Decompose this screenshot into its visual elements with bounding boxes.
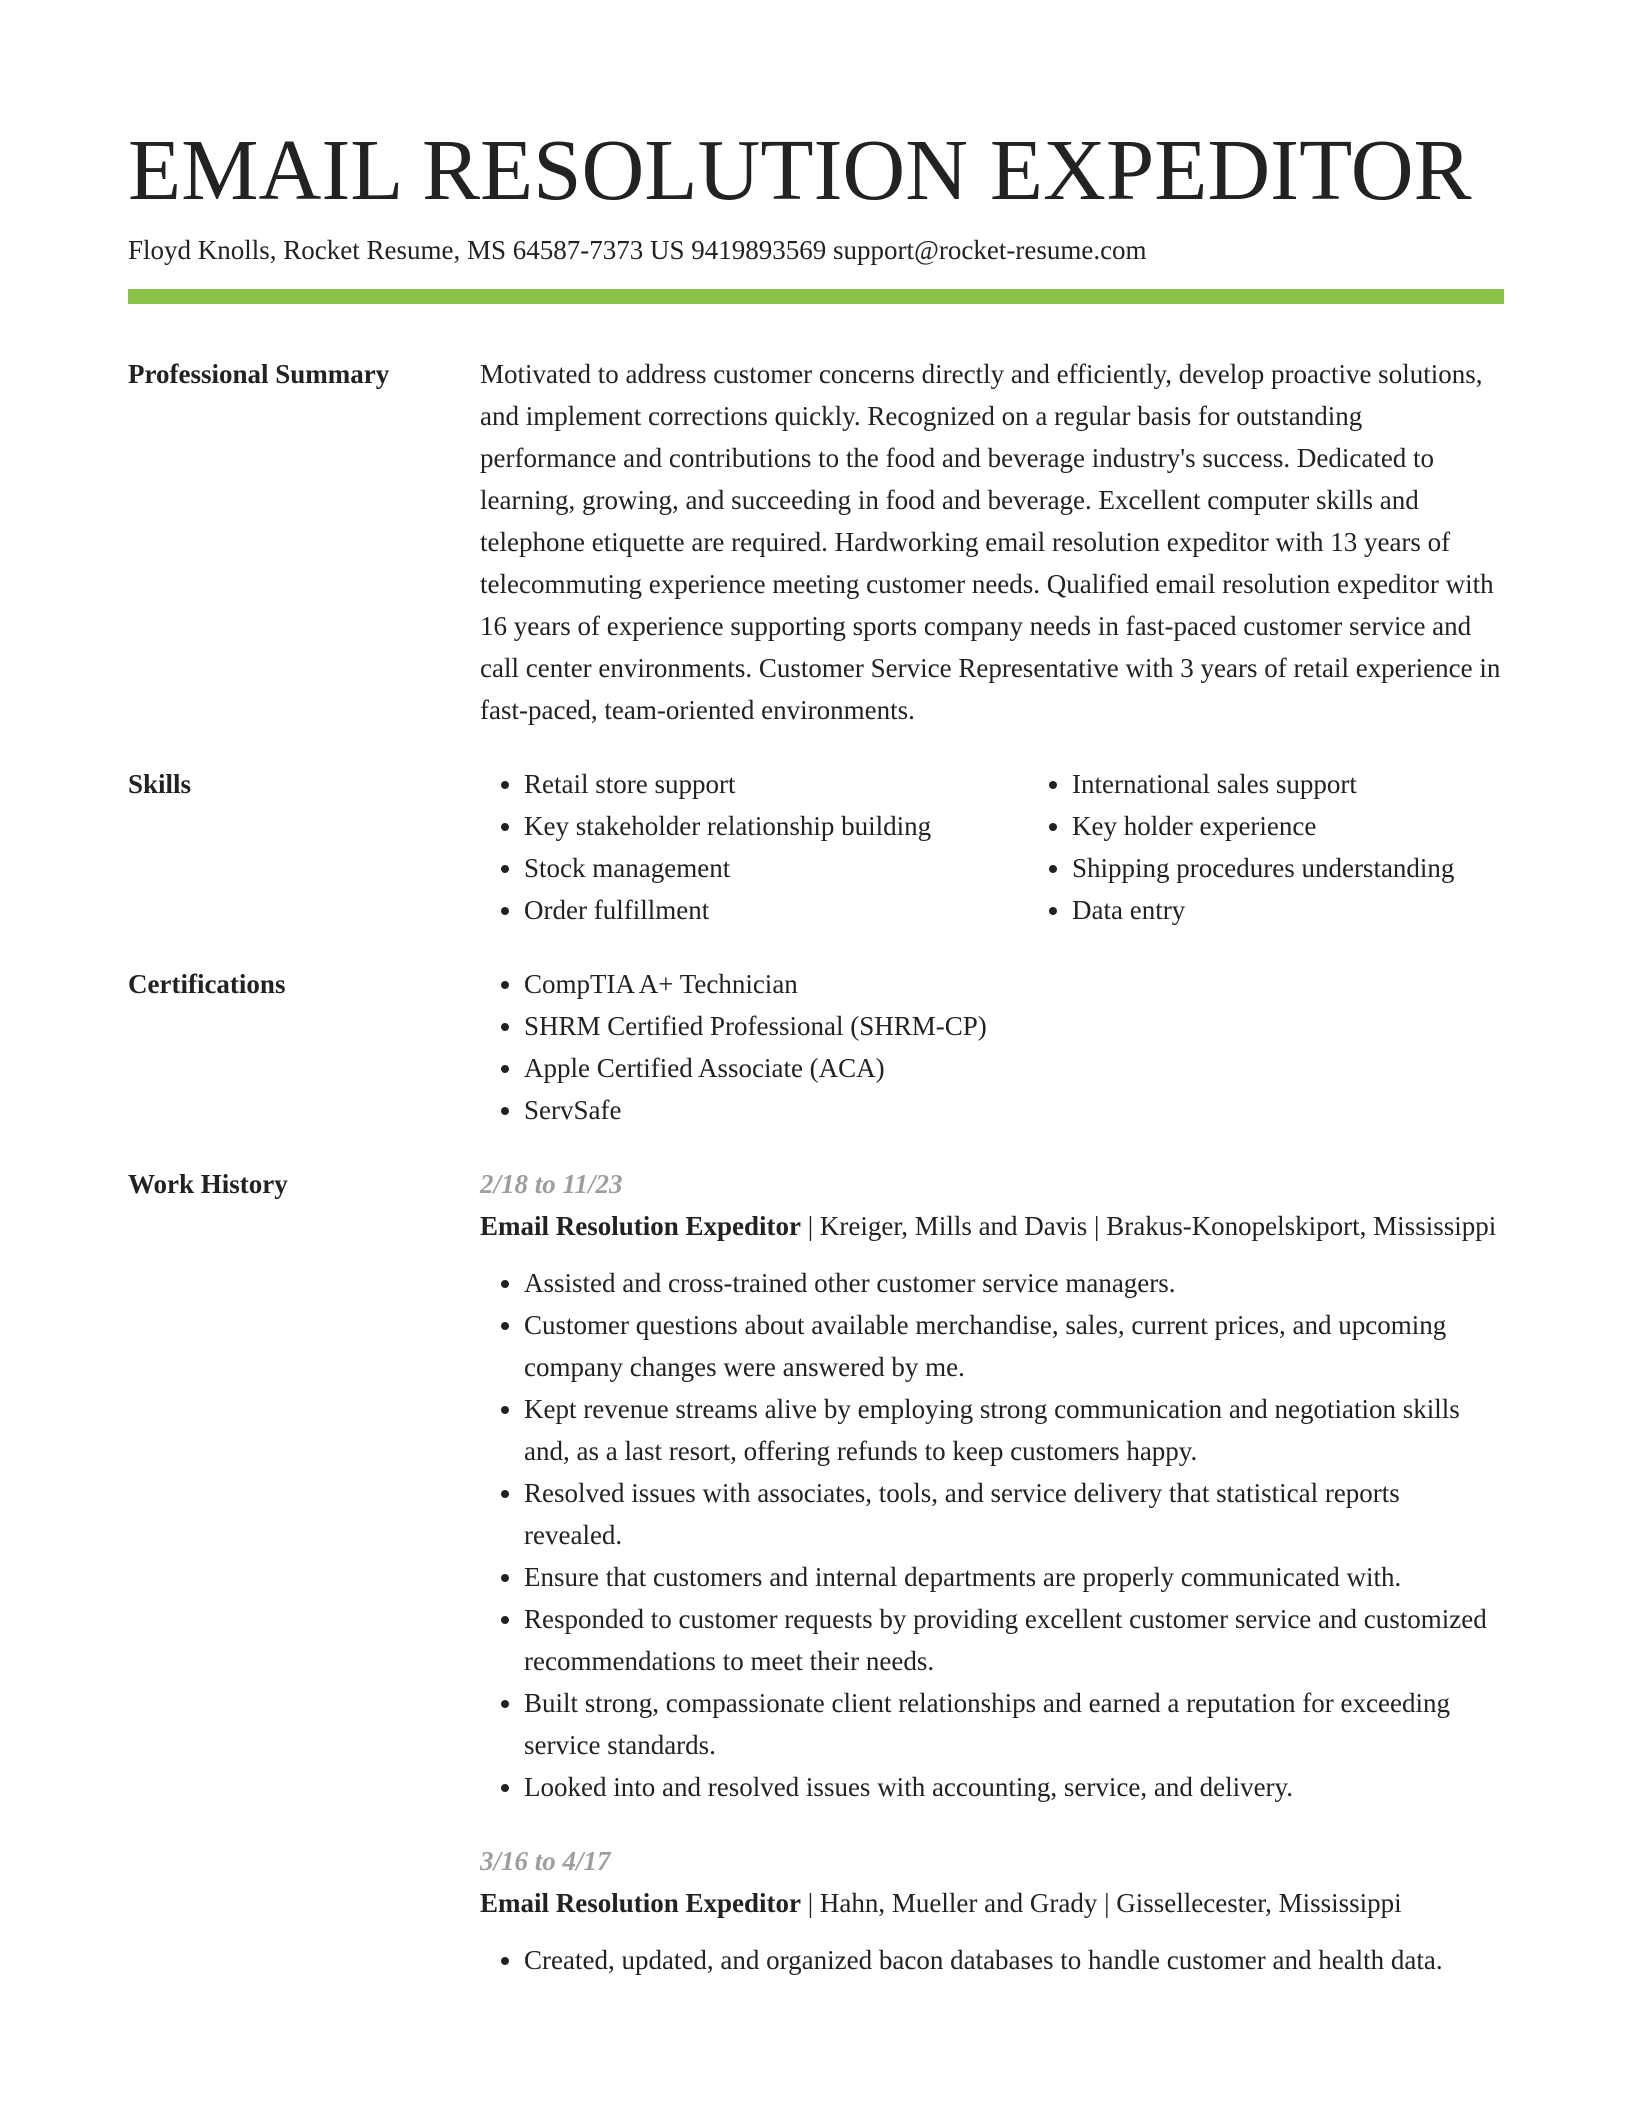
contact-address: Floyd Knolls, Rocket Resume, MS 64587-7373 US — [128, 235, 692, 265]
job-entry — [480, 1840, 1504, 1981]
skills-grid — [480, 763, 1504, 931]
job-duty: • Looked into and resolved issues with accounting, service, and delivery. — [524, 1766, 1504, 1808]
skill-item: • Key holder experience — [1072, 805, 1592, 847]
certifications-list — [480, 963, 1504, 1131]
job-title: Email Resolution Expeditor — [480, 1888, 802, 1918]
resume-title: EMAIL RESOLUTION EXPEDITOR — [128, 121, 1472, 218]
job-employer-location: | Hahn, Mueller and Grady | Gissellecester, Mississippi — [801, 1888, 1402, 1918]
resume-page — [128, 0, 1504, 1981]
skill-item: • Stock management — [524, 847, 1028, 889]
summary-body — [480, 353, 1504, 731]
certifications-section — [128, 963, 1504, 1131]
skills-section — [128, 763, 1504, 931]
certifications-body — [480, 963, 1504, 1131]
section-label-summary: Professional Summary — [128, 359, 390, 389]
skill-item: • International sales support — [1072, 763, 1592, 805]
certification-item: • CompTIA A+ Technician — [524, 963, 1504, 1005]
contact-phone: 9419893569 — [691, 235, 834, 265]
section-label-certifications: Certifications — [128, 969, 286, 999]
professional-summary-section — [128, 353, 1504, 731]
job-duty: • Responded to customer requests by providing excellent customer service and customized recommendations to meet their needs. — [524, 1598, 1504, 1682]
accent-divider — [128, 289, 1504, 304]
skill-item: • Data entry — [1072, 889, 1592, 931]
job-employer-location: | Kreiger, Mills and Davis | Brakus-Konopelskiport, Mississippi — [801, 1211, 1497, 1241]
job-duty: • Resolved issues with associates, tools, and service delivery that statistical reports revealed. — [524, 1472, 1504, 1556]
job-duty: • Assisted and cross-trained other customer service managers. — [524, 1262, 1504, 1304]
job-title: Email Resolution Expeditor — [480, 1211, 802, 1241]
skill-item: • Key stakeholder relationship building — [524, 805, 1028, 847]
job-duty: • Built strong, compassionate client relationships and earned a reputation for exceeding service standards. — [524, 1682, 1504, 1766]
job-duty: • Customer questions about available merchandise, sales, current prices, and upcoming company changes were answered by me. — [524, 1304, 1504, 1388]
section-label-skills: Skills — [128, 769, 192, 799]
work-history-section — [128, 1163, 1504, 1981]
job-duties-list — [480, 1262, 1504, 1808]
certification-item: • Apple Certified Associate (ACA) — [524, 1047, 1504, 1089]
skills-column-2 — [1028, 763, 1592, 931]
skill-item: • Shipping procedures understanding — [1072, 847, 1592, 889]
skills-column-1 — [480, 763, 1028, 931]
job-heading — [480, 1205, 1504, 1247]
section-label-work-history: Work History — [128, 1169, 288, 1199]
skill-item: • Order fulfillment — [524, 889, 1028, 931]
contact-line — [128, 232, 1504, 268]
contact-email: support@rocket-resume.com — [833, 235, 1147, 265]
job-dates: 2/18 to 11/23 — [480, 1169, 623, 1199]
work-history-body — [480, 1163, 1504, 1981]
job-duties-list — [480, 1939, 1504, 1981]
job-entry — [480, 1163, 1504, 1808]
job-duty: • Kept revenue streams alive by employing strong communication and negotiation skills and, as a last resort, offering refunds to keep customers happy. — [524, 1388, 1504, 1472]
summary-text: Motivated to address customer concerns directly and efficiently, develop proactive solutions, and implement corrections quickly. Recognized on a regular basis for outstanding performance and contributions to the food and beverage industry's success. Dedicated to learning, growing, and succeeding in food and beverage. Excellent computer skills and telephone etiquette are required. Hardworking email resolution expeditor with 13 years of telecommuting experience meeting customer needs. Qualified email resolution expeditor with 16 years of experience supporting sports company needs in fast-paced customer service and call center environments. Customer Service Representative with 3 years of retail experience in fast-paced, team-oriented environments. — [480, 359, 1501, 725]
skill-item: • Retail store support — [524, 763, 1028, 805]
job-dates: 3/16 to 4/17 — [480, 1846, 611, 1876]
job-duty: • Ensure that customers and internal departments are properly communicated with. — [524, 1556, 1504, 1598]
certification-item: • SHRM Certified Professional (SHRM-CP) — [524, 1005, 1504, 1047]
certification-item: • ServSafe — [524, 1089, 1504, 1131]
job-heading — [480, 1882, 1504, 1924]
job-duty: • Created, updated, and organized bacon databases to handle customer and health data. — [524, 1939, 1504, 1981]
